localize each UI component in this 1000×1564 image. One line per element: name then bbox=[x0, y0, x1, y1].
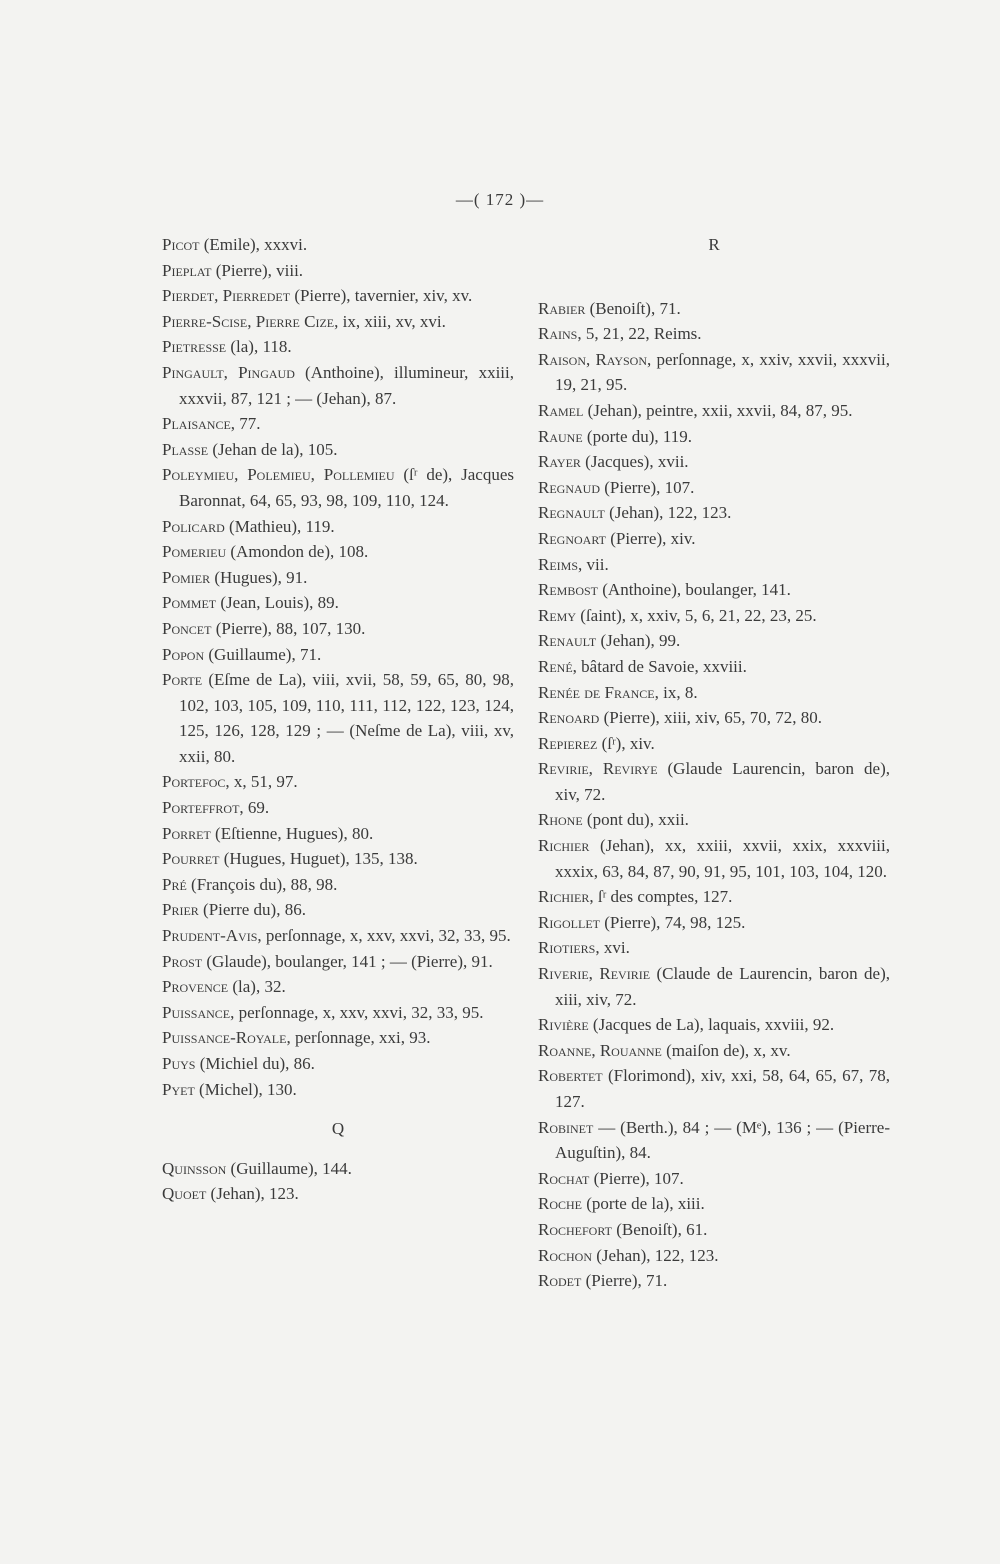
entry-headword: Pietresse bbox=[162, 337, 227, 357]
index-entry bbox=[538, 705, 890, 731]
entry-references: , 69. bbox=[239, 798, 270, 818]
entry-references: , ix, 8. bbox=[654, 682, 698, 702]
entry-headword: Rabier bbox=[538, 298, 586, 318]
entry-references: — (Berth.), 84 ; — (Mᵉ), 136 ; — (Pierre-Auguſtin), 84. bbox=[555, 1117, 890, 1163]
entry-references: (porte de la), xiii. bbox=[582, 1194, 705, 1214]
entry-references: (ſʳ), xiv. bbox=[597, 733, 655, 753]
index-entry bbox=[162, 1077, 514, 1103]
index-entry bbox=[162, 1156, 514, 1182]
index-entry bbox=[538, 321, 890, 347]
index-entry bbox=[538, 1038, 890, 1064]
entry-references: (Pierre), 71. bbox=[581, 1271, 668, 1291]
entry-headword: Popon bbox=[162, 644, 205, 664]
entry-references: (Florimond), xiv, xxi, 58, 64, 65, 67, 78, 127. bbox=[555, 1066, 890, 1111]
entry-references: (Jacques de La), laquais, xxviii, 92. bbox=[588, 1015, 835, 1035]
entry-headword: Robinet bbox=[538, 1117, 594, 1137]
entry-headword: Regnault bbox=[538, 503, 605, 523]
entry-references: (Jean, Louis), 89. bbox=[216, 593, 339, 613]
entry-headword: Pyet bbox=[162, 1079, 195, 1099]
entry-references: (Pierre), tavernier, xiv, xv. bbox=[290, 286, 473, 306]
entry-references: (la), 32. bbox=[228, 977, 286, 997]
index-entry bbox=[538, 296, 890, 322]
entry-references: (Michiel du), 86. bbox=[195, 1054, 315, 1073]
index-entry bbox=[538, 833, 890, 884]
index-entry bbox=[162, 897, 514, 923]
entry-headword: Provence bbox=[162, 977, 229, 997]
index-entry bbox=[162, 872, 514, 898]
entry-headword: Prost bbox=[162, 951, 203, 971]
entry-headword: Rigollet bbox=[538, 912, 600, 932]
index-entry bbox=[162, 360, 514, 411]
entry-references: (Emile), xxxvi. bbox=[199, 235, 308, 254]
entry-headword: Poleymieu, Polemieu, Pollemieu bbox=[162, 465, 395, 485]
entry-references: (Eſme de La), viii, xvii, 58, 59, 65, 80, 98, 102, 103, 105, 109, 110, 111, 112, 122, 123, 124, 125, 126, 128, 129 ; — (Neſme de La), viii, xv, xxii, 80. bbox=[179, 670, 514, 766]
entry-references: (Anthoine), boulanger, 141. bbox=[598, 580, 791, 600]
index-entry bbox=[538, 603, 890, 629]
index-entry bbox=[162, 309, 514, 335]
index-entry bbox=[162, 232, 514, 258]
entry-headword: Richier bbox=[538, 887, 590, 907]
entry-headword: Pierdet, Pierredet bbox=[162, 286, 291, 306]
entry-references: , x, 51, 97. bbox=[225, 772, 298, 792]
entry-references: (Benoiſt), 61. bbox=[611, 1219, 708, 1239]
entry-headword: Pierre-Scise, Pierre Cize bbox=[162, 311, 335, 331]
entry-headword: Pieplat bbox=[162, 260, 212, 280]
index-entry bbox=[538, 1166, 890, 1192]
index-entry bbox=[162, 1051, 514, 1077]
entry-references: (pont du), xxii. bbox=[582, 810, 689, 830]
entry-headword: Policard bbox=[162, 516, 225, 536]
index-entry bbox=[538, 424, 890, 450]
entry-references: (Pierre), 88, 107, 130. bbox=[211, 618, 366, 638]
entry-headword: Quinsson bbox=[162, 1158, 227, 1178]
index-entry bbox=[162, 974, 514, 1000]
index-entry bbox=[162, 821, 514, 847]
entry-headword: Plasse bbox=[162, 439, 209, 459]
index-entry bbox=[538, 347, 890, 398]
entry-headword: Puys bbox=[162, 1054, 196, 1073]
entry-headword: Revirie, Revirye bbox=[538, 759, 658, 779]
index-entry bbox=[162, 949, 514, 975]
entry-references: (Jehan), 99. bbox=[596, 631, 681, 651]
entry-references: (ſʳ de), Jacques Baronnat, 64, 65, 93, 98, 109, 110, 124. bbox=[179, 465, 514, 510]
entry-references: (Pierre), 74, 98, 125. bbox=[600, 912, 746, 932]
entry-references: (Anthoine), illumineur, xxiii, xxxvii, 87, 121 ; — (Jehan), 87. bbox=[179, 362, 514, 408]
entry-references: , ix, xiii, xv, xvi. bbox=[334, 311, 446, 331]
entry-headword: Riotiers bbox=[538, 938, 596, 958]
entry-references: (Pierre), xiv. bbox=[605, 528, 696, 548]
index-entry bbox=[538, 1217, 890, 1243]
index-entry bbox=[538, 1115, 890, 1166]
page-number: —( 172 )— bbox=[455, 190, 545, 209]
entry-headword: René bbox=[538, 656, 573, 676]
index-entry bbox=[162, 1181, 514, 1207]
index-entry bbox=[162, 514, 514, 540]
index-entry bbox=[162, 258, 514, 284]
entry-headword: Repierez bbox=[538, 733, 598, 753]
entry-references: (Amondon de), 108. bbox=[226, 542, 369, 562]
entry-headword: Porret bbox=[162, 823, 211, 843]
entry-headword: Pré bbox=[162, 874, 187, 894]
entry-headword: Remy bbox=[538, 605, 577, 625]
entry-references: (Benoiſt), 71. bbox=[585, 298, 681, 318]
index-entry bbox=[538, 526, 890, 552]
index-entry bbox=[538, 1012, 890, 1038]
entry-references: , bâtard de Savoie, xxviii. bbox=[572, 656, 747, 676]
entry-headword: Puissance bbox=[162, 1002, 231, 1022]
index-entry bbox=[538, 398, 890, 424]
entry-headword: Rochon bbox=[538, 1245, 593, 1265]
entry-headword: Rembost bbox=[538, 580, 599, 600]
index-entry bbox=[162, 437, 514, 463]
entry-references: (Pierre du), 86. bbox=[198, 900, 306, 920]
index-entry bbox=[162, 1025, 514, 1051]
entry-headword: Porteffrot bbox=[162, 798, 240, 818]
entry-references: (ſaint), x, xxiv, 5, 6, 21, 22, 23, 25. bbox=[576, 605, 817, 625]
entry-references: , 5, 21, 22, Reims. bbox=[577, 324, 702, 344]
index-entry bbox=[538, 500, 890, 526]
index-entry bbox=[538, 577, 890, 603]
index-entry bbox=[538, 910, 890, 936]
entry-headword: Rhone bbox=[538, 810, 583, 830]
entry-references: (Guillaume), 144. bbox=[226, 1158, 352, 1178]
entry-headword: Regnoart bbox=[538, 528, 606, 548]
section-heading-r: R bbox=[708, 235, 720, 254]
entry-references: , ſʳ des comptes, 127. bbox=[589, 887, 733, 907]
entry-references: (Eſtienne, Hugues), 80. bbox=[210, 823, 374, 843]
entry-references: (Hugues), 91. bbox=[210, 567, 308, 587]
index-entry bbox=[538, 1191, 890, 1217]
entry-headword: Raune bbox=[538, 426, 583, 446]
entry-headword: Richier bbox=[538, 836, 590, 856]
entry-references: (Jehan), 122, 123. bbox=[604, 503, 732, 523]
section-heading-q: Q bbox=[331, 1119, 345, 1139]
index-entry bbox=[538, 1063, 890, 1114]
index-entry bbox=[162, 462, 514, 513]
index-entry bbox=[162, 1000, 514, 1026]
entry-headword: Picot bbox=[162, 235, 200, 254]
entry-headword: Plaisance bbox=[162, 414, 231, 434]
entry-references: (Hugues, Huguet), 135, 138. bbox=[219, 849, 418, 869]
index-entry bbox=[538, 1268, 890, 1294]
entry-headword: Renée de France bbox=[538, 682, 655, 702]
index-entry bbox=[538, 935, 890, 961]
entry-headword: Renault bbox=[538, 631, 597, 651]
index-entry bbox=[162, 565, 514, 591]
index-entry bbox=[162, 667, 514, 769]
entry-headword: Prudent-Avis bbox=[162, 926, 258, 946]
entry-references: (Pierre), viii. bbox=[211, 260, 304, 280]
index-entry bbox=[162, 616, 514, 642]
index-entry bbox=[162, 923, 514, 949]
entries-q bbox=[162, 1156, 514, 1207]
entry-references: (Glaude), boulanger, 141 ; — (Pierre), 91. bbox=[202, 951, 493, 971]
index-entry bbox=[162, 411, 514, 437]
index-entry bbox=[538, 680, 890, 706]
entries-r bbox=[538, 296, 890, 1294]
entry-references: (Claude de Laurencin, baron de), xiii, xiv, 72. bbox=[555, 964, 890, 1009]
entry-headword: Porte bbox=[162, 670, 203, 690]
entry-headword: Puissance-Royale bbox=[162, 1028, 287, 1048]
left-column bbox=[162, 232, 514, 1207]
entry-references: (Jacques), xvii. bbox=[580, 452, 689, 472]
entry-headword: Rivière bbox=[538, 1015, 589, 1035]
entry-references: (Jehan), 123. bbox=[206, 1184, 299, 1204]
entries-p bbox=[162, 232, 514, 1102]
entry-headword: Portefoc bbox=[162, 772, 226, 792]
entry-references: (Jehan), 122, 123. bbox=[592, 1245, 719, 1265]
entry-references: , vii. bbox=[578, 554, 609, 574]
entry-headword: Prier bbox=[162, 900, 199, 920]
entry-references: (porte du), 119. bbox=[582, 426, 693, 446]
entry-references: , perſonnage, x, xxv, xxvi, 32, 33, 95. bbox=[257, 926, 511, 946]
entry-headword: Rayer bbox=[538, 452, 581, 472]
entry-headword: Ramel bbox=[538, 400, 584, 420]
entry-references: (Guillaume), 71. bbox=[204, 644, 322, 664]
entry-headword: Rochefort bbox=[538, 1219, 612, 1239]
entry-references: (Pierre), xiii, xiv, 65, 70, 72, 80. bbox=[599, 708, 823, 728]
index-entry bbox=[538, 628, 890, 654]
right-column bbox=[538, 232, 890, 1294]
entry-headword: Roanne, Rouanne bbox=[538, 1040, 662, 1060]
index-entry bbox=[538, 552, 890, 578]
index-entry bbox=[538, 961, 890, 1012]
entry-headword: Quoet bbox=[162, 1184, 207, 1204]
entry-headword: Renoard bbox=[538, 708, 600, 728]
index-entry bbox=[162, 846, 514, 872]
index-entry bbox=[538, 449, 890, 475]
index-entry bbox=[162, 769, 514, 795]
entry-references: (Jehan), xx, xxiii, xxvii, xxix, xxxviii, xxxix, 63, 84, 87, 90, 91, 95, 101, 103, 104, 120. bbox=[555, 836, 890, 881]
entry-headword: Regnaud bbox=[538, 477, 600, 497]
entry-headword: Roche bbox=[538, 1194, 583, 1214]
entry-references: (Jehan de la), 105. bbox=[208, 439, 338, 459]
entry-references: (Michel), 130. bbox=[194, 1079, 297, 1099]
entry-references: , xvi. bbox=[595, 938, 630, 958]
entry-references: , perſonnage, x, xxiv, xxvii, xxxvii, 19, 21, 95. bbox=[555, 349, 890, 395]
entry-references: , perſonnage, x, xxv, xxvi, 32, 33, 95. bbox=[230, 1002, 484, 1022]
index-entry bbox=[538, 654, 890, 680]
index-entry bbox=[538, 884, 890, 910]
index-entry bbox=[162, 283, 514, 309]
index-entry bbox=[162, 795, 514, 821]
index-entry bbox=[538, 1243, 890, 1269]
index-entry bbox=[162, 590, 514, 616]
entry-headword: Pingault, Pingaud bbox=[162, 362, 295, 382]
index-entry bbox=[538, 475, 890, 501]
entry-headword: Rains bbox=[538, 324, 578, 344]
entry-references: (maiſon de), x, xv. bbox=[661, 1040, 791, 1060]
index-entry bbox=[162, 334, 514, 360]
entry-references: (François du), 88, 98. bbox=[186, 874, 338, 894]
index-entry bbox=[162, 642, 514, 668]
entry-references: , perſonnage, xxi, 93. bbox=[286, 1028, 431, 1048]
index-entry bbox=[538, 756, 890, 807]
entry-headword: Pomerieu bbox=[162, 542, 227, 562]
entry-headword: Poncet bbox=[162, 618, 212, 638]
entry-references: (Pierre), 107. bbox=[589, 1168, 684, 1188]
entry-references: (Glaude Laurencin, baron de), xiv, 72. bbox=[555, 759, 890, 804]
entry-references: (Jehan), peintre, xxii, xxvii, 84, 87, 95. bbox=[583, 400, 853, 420]
entry-references: , 77. bbox=[230, 414, 261, 434]
entry-headword: Rochat bbox=[538, 1168, 590, 1188]
entry-headword: Raison, Rayson bbox=[538, 349, 648, 369]
entry-references: (la), 118. bbox=[226, 337, 292, 357]
entry-headword: Robertet bbox=[538, 1066, 603, 1086]
entry-references: (Pierre), 107. bbox=[600, 477, 695, 497]
entry-headword: Riverie, Revirie bbox=[538, 964, 651, 984]
entry-headword: Pourret bbox=[162, 849, 220, 869]
index-entry bbox=[162, 539, 514, 565]
entry-references: (Mathieu), 119. bbox=[224, 516, 335, 536]
index-entry bbox=[538, 807, 890, 833]
entry-headword: Rodet bbox=[538, 1271, 582, 1291]
entry-headword: Pomier bbox=[162, 567, 211, 587]
index-entry bbox=[538, 731, 890, 757]
entry-headword: Reims bbox=[538, 554, 579, 574]
entry-headword: Pommet bbox=[162, 593, 217, 613]
